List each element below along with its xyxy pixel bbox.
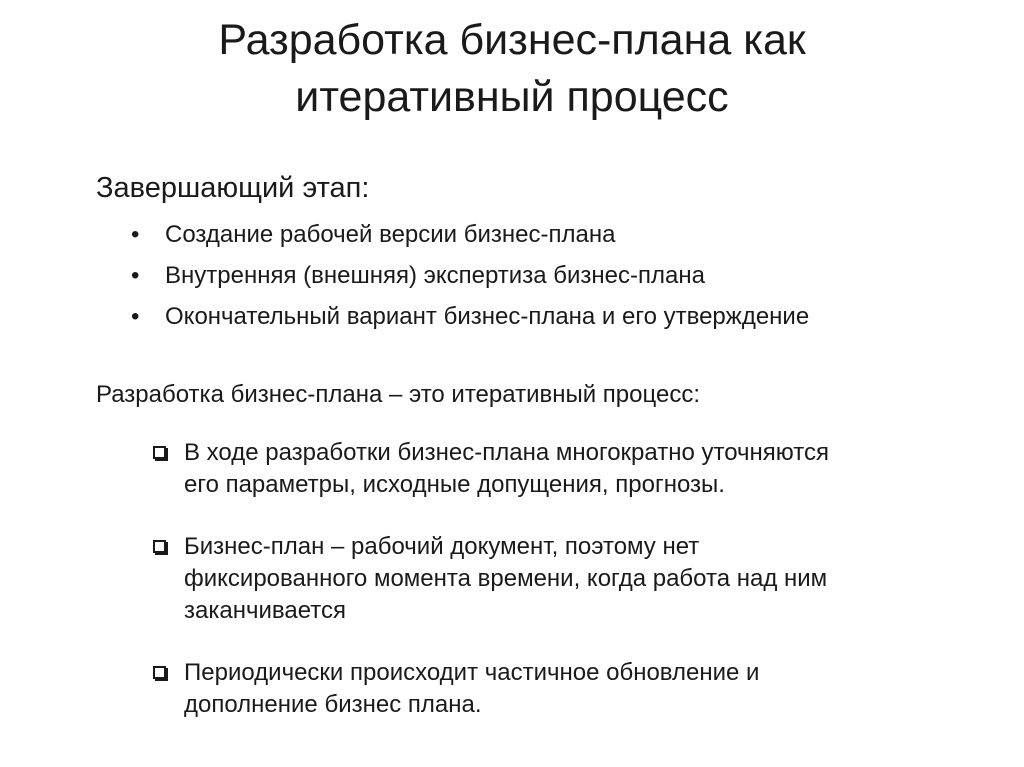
checkbox-icon [153, 666, 166, 679]
list-item-line: В ходе разработки бизнес-плана многократно уточняются [184, 439, 829, 466]
list-item [96, 214, 996, 255]
slide-title [0, 12, 1024, 126]
list-item-line: заканчивается [184, 597, 346, 624]
list-item-text: Окончательный вариант бизнес-плана и его утверждение [165, 303, 810, 330]
list-item-line: Бизнес-план – рабочий документ, поэтому нет [184, 533, 700, 560]
list-item-text: Внутренняя (внешняя) экспертиза бизнес-плана [165, 262, 705, 289]
iterative-process-section [96, 377, 996, 751]
bullet-icon: • [131, 221, 140, 248]
bullet-icon: • [131, 262, 140, 289]
list-item-line: фиксированного момента времени, когда работа над ним [184, 565, 828, 592]
list-item-text [184, 657, 964, 721]
bullet-icon: • [131, 303, 140, 330]
checkbox-icon [153, 446, 166, 459]
list-item-line: Периодически происходит частичное обновление и [184, 659, 760, 686]
list-item [96, 437, 964, 501]
iterative-process-heading: Разработка бизнес-плана – это итеративный процесс: [96, 381, 700, 408]
list-item-line: дополнение бизнес плана. [184, 691, 482, 718]
slide-title-line-2: итеративный процесс [295, 73, 729, 121]
final-stage-section [96, 168, 996, 337]
slide-title-line-1: Разработка бизнес-плана как [218, 16, 806, 64]
list-item [96, 531, 964, 627]
iterative-process-list [96, 437, 996, 721]
final-stage-heading: Завершающий этап: [96, 172, 370, 204]
list-item-text [184, 437, 964, 501]
list-item [96, 657, 964, 721]
checkbox-icon [153, 540, 166, 553]
list-item-line: его параметры, исходные допущения, прогнозы. [184, 471, 725, 498]
list-item-text: Создание рабочей версии бизнес-плана [165, 221, 616, 248]
list-item [96, 255, 996, 296]
list-item-text [184, 531, 964, 627]
final-stage-list [96, 214, 996, 337]
list-item [96, 296, 996, 337]
